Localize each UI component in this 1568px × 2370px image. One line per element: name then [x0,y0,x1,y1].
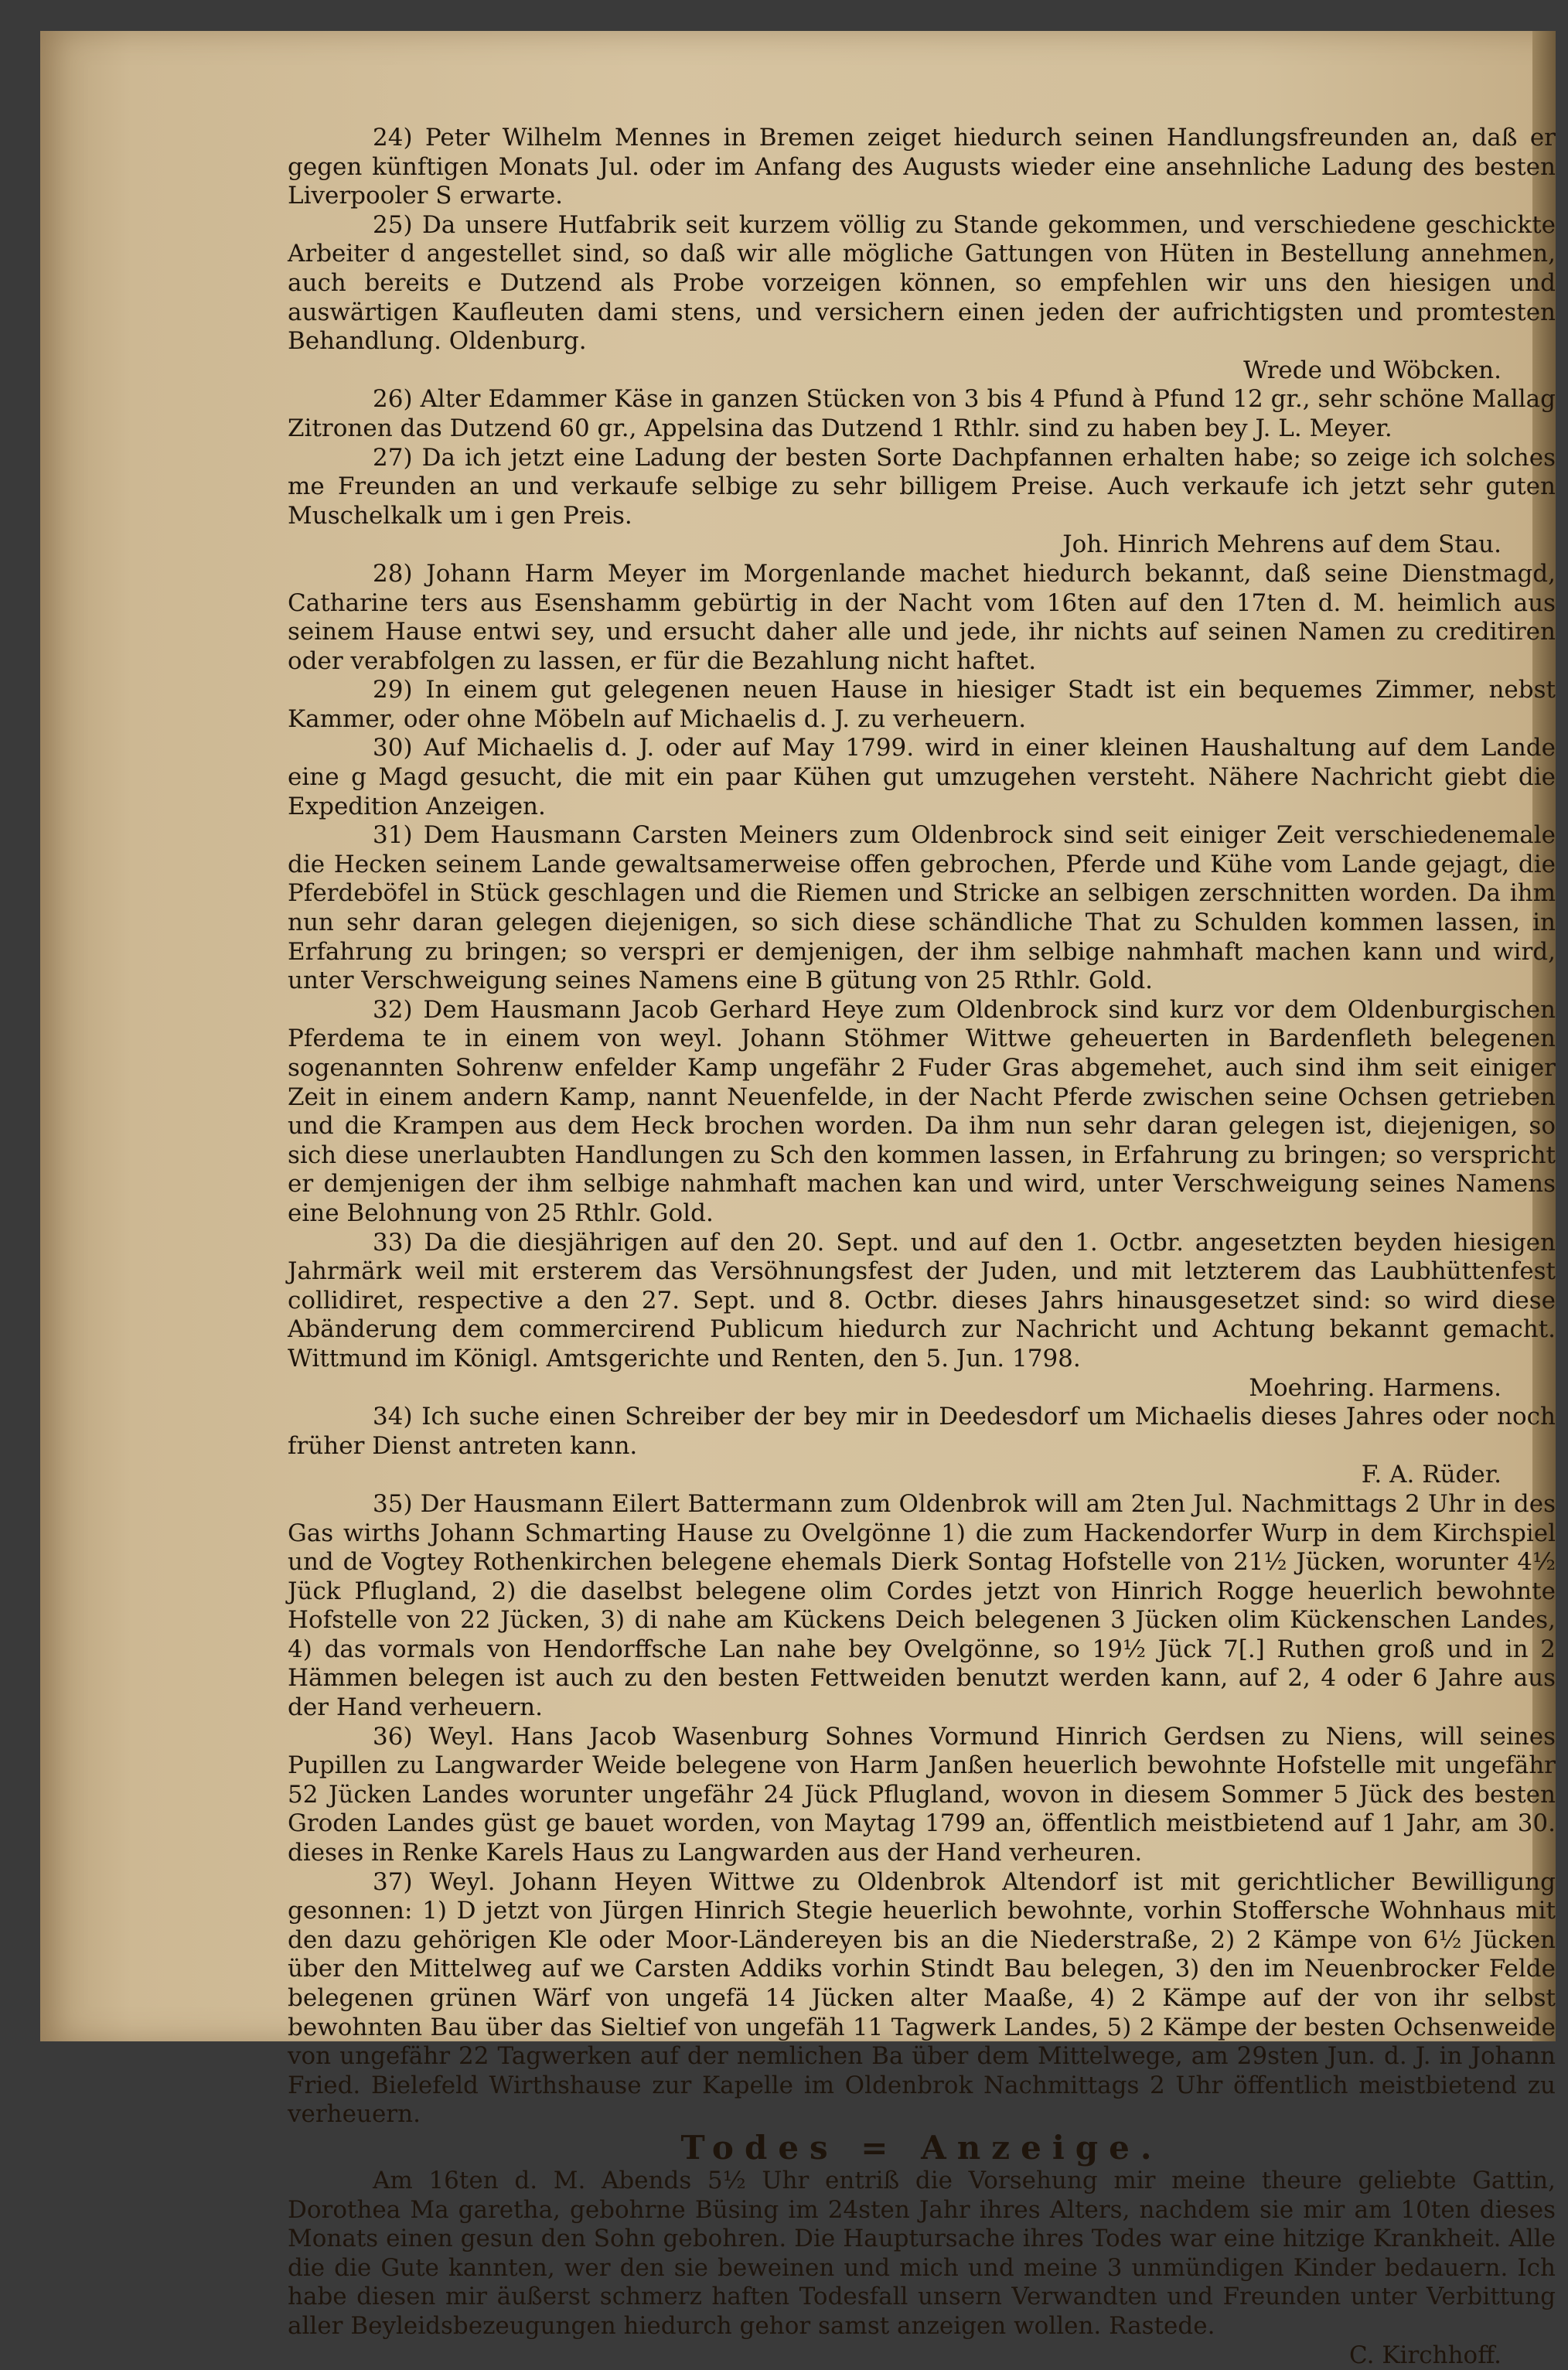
ad-34-signature: F. A. Rüder. [1361,1461,1502,1489]
death-notice: Am 16ten d. M. Abends 5½ Uhr entriß die Vorsehung mir meine theure geliebte Gattin, Dorothea Ma garetha, gebohrne Büsing im 24sten Jahr ihres Alters, nachdem sie mir am 10ten dieses Monats einen gesun den Sohn gebohren. Die Hauptursache ihres Todes war eine hitzige Krankheit. Alle die die Gute kannten, wer den sie beweinen und mich und meine 3 unmündigen Kinder bedauern. Ich habe diesen mir äußerst schmerz haften Todesfall unsern Verwandten und Freunden unter Verbittung aller Beyleidsbezeugungen hiedurch gehor samst anzeigen wollen. Rastede. [288,2166,1556,2340]
ad-26: 26) Alter Edammer Käse in ganzen Stücken von 3 bis 4 Pfund à Pfund 12 gr., sehr schöne Mallag Zitronen das Dutzend 60 gr., Appelsina das Dutzend 1 Rthlr. sind zu haben bey J. L. Meyer. [288,385,1556,442]
ad-25: 25) Da unsere Hutfabrik seit kurzem völlig zu Stande gekommen, und verschiedene geschickte Arbeiter d angestellet sind, so daß wir alle mögliche Gattungen von Hüten in Bestellung annehmen, auch bereits e Dutzend als Probe vorzeigen können, so empfehlen wir uns den hiesigen und auswärtigen Kaufleuten dami stens, und versichern einen jeden der aufrichtigsten und promtesten Behandlung. Oldenburg. [288,210,1556,356]
ad-30: 30) Auf Michaelis d. J. oder auf May 1799. wird in einer kleinen Haushaltung auf dem Lande eine g Magd gesucht, die mit ein paar Kühen gut umzugehen versteht. Nähere Nachricht giebt die Expedition Anzeigen. [288,734,1556,820]
ad-33: 33) Da die diesjährigen auf den 20. Sept. und auf den 1. Octbr. angesetzten beyden hiesigen Jahrmärk weil mit ersterem das Versöhnungsfest der Juden, und mit letzterem das Laubhüttenfest collidiret, respective a den 27. Sept. und 8. Octbr. dieses Jahrs hinausgesetzet sind: so wird diese Abänderung dem commercirend Publicum hiedurch zur Nachricht und Achtung bekannt gemacht. Wittmund im Königl. Amtsgerichte und Renten, den 5. Jun. 1798. [288,1228,1556,1373]
ad-31: 31) Dem Hausmann Carsten Meiners zum Oldenbrock sind seit einiger Zeit verschiedenemale die Hecken seinem Lande gewaltsamerweise offen gebrochen, Pferde und Kühe vom Lande gejagt, die Pferdeböfel in Stück geschlagen und die Riemen und Stricke an selbigen zerschnitten worden. Da ihm nun sehr daran gelegen diejenigen, so sich diese schändliche That zu Schulden kommen lassen, in Erfahrung zu bringen; so verspri er demjenigen, der ihm selbige nahmhaft machen kann und wird, unter Verschweigung seines Namens eine B gütung von 25 Rthlr. Gold. [288,821,1556,995]
ad-29: 29) In einem gut gelegenen neuen Hause in hiesiger Stadt ist ein bequemes Zimmer, nebst Kammer, oder ohne Möbeln auf Michaelis d. J. zu verheuern. [288,676,1556,733]
ad-27-signature: Joh. Hinrich Mehrens auf dem Stau. [1062,530,1502,559]
ad-34: 34) Ich suche einen Schreiber der bey mir in Deedesdorf um Michaelis dieses Jahres oder noch früher Dienst antreten kann. [288,1403,1556,1460]
ad-35: 35) Der Hausmann Eilert Battermann zum Oldenbrok will am 2ten Jul. Nachmittags 2 Uhr in des Gas wirths Johann Schmarting Hause zu Ovelgönne 1) die zum Hackendorfer Wurp in dem Kirchspiel und de Vogtey Rothenkirchen belegene ehemals Dierk Sontag Hofstelle von 21½ Jücken, worunter 4½ Jück Pflugland, 2) die daselbst belegene olim Cordes jetzt von Hinrich Rogge heuerlich bewohnte Hofstelle von 22 Jücken, 3) di nahe am Kückens Deich belegenen 3 Jücken olim Kückenschen Landes, 4) das vormals von Hendorffsche Lan nahe bey Ovelgönne, so 19½ Jück 7[.] Ruthen groß und in 2 Hämmen belegen ist auch zu den besten Fettweiden benutzt werden kann, auf 2, 4 oder 6 Jahre aus der Hand verheuern. [288,1489,1556,1722]
ad-33-signature: Moehring. Harmens. [1249,1373,1502,1402]
ad-37: 37) Weyl. Johann Heyen Wittwe zu Oldenbrok Altendorf ist mit gerichtlicher Bewilligung gesonnen: 1) D jetzt von Jürgen Hinrich Stegie heuerlich bewohnte, vorhin Stoffersche Wohnhaus mit den dazu gehörigen Kle oder Moor-Ländereyen bis an die Niederstraße, 2) 2 Kämpe von 6½ Jücken über den Mittelweg auf we Carsten Addiks vorhin Stindt Bau belegen, 3) den im Neuenbrocker Felde belegenen grünen Wärf von ungefä 14 Jücken alter Maaße, 4) 2 Kämpe auf der von ihr selbst bewohnten Bau über das Sieltief von ungefäh 11 Tagwerk Landes, 5) 2 Kämpe der besten Ochsenweide von ungefähr 22 Tagwerken auf der nemlichen Ba über dem Mittelwege, am 29sten Jun. d. J. in Johann Fried. Bielefeld Wirthshause zur Kapelle im Oldenbrok Nachmittags 2 Uhr öffentlich meistbietend zu verheuern. [288,1867,1556,2129]
ad-28: 28) Johann Harm Meyer im Morgenlande machet hiedurch bekannt, daß seine Dienstmagd, Catharine ters aus Esenshamm gebürtig in der Nacht vom 16ten auf den 17ten d. M. heimlich aus seinem Hause entwi sey, und ersucht daher alle und jede, ihr nichts auf seinen Namen zu creditiren oder verabfolgen zu lassen, er für die Bezahlung nicht haftet. [288,559,1556,675]
newspaper-page [40,31,1556,2369]
ad-25-signature: Wrede und Wöbcken. [1243,356,1502,384]
section-heading: Todes = Anzeige. [680,2128,1163,2167]
ad-36: 36) Weyl. Hans Jacob Wasenburg Sohnes Vormund Hinrich Gerdsen zu Niens, will seines Pupillen zu Langwarder Weide belegene von Harm Janßen heuerlich bewohnte Hofstelle mit ungefähr 52 Jücken Landes worunter ungefähr 24 Jück Pflugland, wovon in diesem Sommer 5 Jück des besten Groden Landes güst ge bauet worden, von Maytag 1799 an, öffentlich meistbietend auf 1 Jahr, am 30. dieses in Renke Karels Haus zu Langwarden aus der Hand verheuren. [288,1722,1556,1867]
ad-24: 24) Peter Wilhelm Mennes in Bremen zeiget hiedurch seinen Handlungsfreunden an, daß er gegen künftigen Monats Jul. oder im Anfang des Augusts wieder eine ansehnliche Ladung des besten Liverpooler S erwarte. [288,124,1556,210]
page-text [288,124,1556,2370]
ad-27: 27) Da ich jetzt eine Ladung der besten Sorte Dachpfannen erhalten habe; so zeige ich solches me Freunden an und verkaufe selbige zu sehr billigem Preise. Auch verkaufe ich jetzt sehr guten Muschelkalk um i gen Preis. [288,443,1556,530]
death-notice-signature: C. Kirchhoff. [1349,2341,1502,2369]
ad-32: 32) Dem Hausmann Jacob Gerhard Heye zum Oldenbrock sind kurz vor dem Oldenburgischen Pferdema te in einem von weyl. Johann Stöhmer Wittwe geheuerten in Bardenfleth belegenen sogenannten Sohrenw enfelder Kamp ungefähr 2 Fuder Gras abgemehet, auch sind ihm seit einiger Zeit in einem andern Kamp, nannt Neuenfelde, in der Nacht Pferde zwischen seine Ochsen getrieben und die Krampen aus dem Heck brochen worden. Da ihm nun sehr daran gelegen ist, diejenigen, so sich diese unerlaubten Handlungen zu Sch den kommen lassen, in Erfahrung zu bringen; so verspricht er demjenigen der ihm selbige nahmhaft machen kan und wird, unter Verschweigung seines Namens eine Belohnung von 25 Rthlr. Gold. [288,995,1556,1227]
